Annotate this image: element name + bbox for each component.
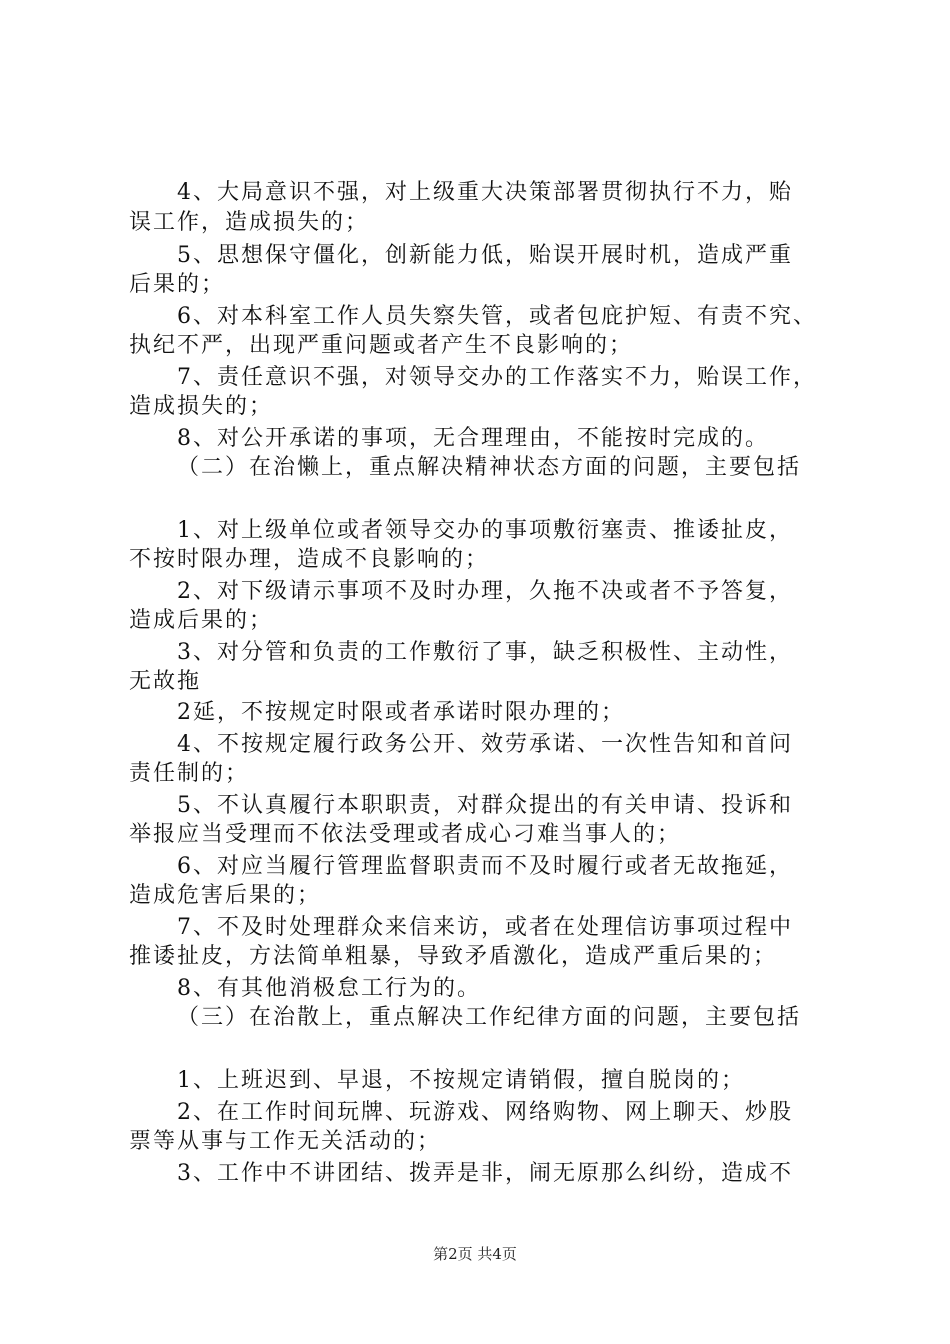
text-line: 4、不按规定履行政务公开、效劳承诺、一次性告知和首问 — [177, 732, 793, 757]
text-line: 造成危害后果的； — [129, 883, 322, 908]
text-line: 3、对分管和负责的工作敷衍了事，缺乏积极性、主动性， — [177, 640, 793, 665]
text-line: 误工作，造成损失的； — [129, 210, 370, 235]
text-line: 造成损失的； — [129, 394, 274, 419]
text-line: 2、对下级请示事项不及时办理，久拖不决或者不予答复， — [177, 579, 793, 604]
text-line: 8、对公开承诺的事项，无合理理由，不能按时完成的。 — [177, 426, 769, 451]
text-line: 5、不认真履行本职职责，对群众提出的有关申请、投诉和 — [177, 793, 793, 818]
text-line: 推诿扯皮，方法简单粗暴，导致矛盾激化，造成严重后果的； — [129, 944, 778, 969]
text-line: 6、对应当履行管理监督职责而不及时履行或者无故拖延， — [177, 854, 793, 879]
text-line: 7、责任意识不强，对领导交办的工作落实不力，贻误工作， — [177, 365, 817, 390]
text-line: 8、有其他消极怠工行为的。 — [177, 976, 481, 1001]
section-heading: （二）在治懒上，重点解决精神状态方面的问题，主要包括 — [177, 455, 802, 480]
text-line: 1、对上级单位或者领导交办的事项敷衍塞责、推诿扯皮， — [177, 518, 793, 543]
text-line: 7、不及时处理群众来信来访，或者在处理信访事项过程中 — [177, 915, 793, 940]
text-line: 执纪不严，出现严重问题或者产生不良影响的； — [129, 333, 634, 358]
text-line: 无故拖 — [129, 669, 202, 694]
text-line: 造成后果的； — [129, 608, 274, 633]
text-line: 举报应当受理而不依法受理或者成心刁难当事人的； — [129, 822, 682, 847]
text-line: 6、对本科室工作人员失察失管，或者包庇护短、有责不究、 — [177, 304, 817, 329]
page-number: 第2页 共4页 — [433, 1245, 517, 1263]
section-heading: （三）在治散上，重点解决工作纪律方面的问题，主要包括 — [177, 1005, 802, 1030]
text-line: 2延，不按规定时限或者承诺时限办理的； — [177, 700, 625, 725]
text-line: 4、大局意识不强，对上级重大决策部署贯彻执行不力，贻 — [177, 180, 793, 205]
text-line: 2、在工作时间玩牌、玩游戏、网络购物、网上聊天、炒股 — [177, 1100, 793, 1125]
text-line: 3、工作中不讲团结、拨弄是非，闹无原那么纠纷，造成不 — [177, 1161, 793, 1186]
text-line: 5、思想保守僵化，创新能力低，贻误开展时机，造成严重 — [177, 243, 793, 268]
text-line: 不按时限办理，造成不良影响的； — [129, 547, 490, 572]
text-line: 后果的； — [129, 272, 226, 297]
text-line: 责任制的； — [129, 761, 250, 786]
text-line: 1、上班迟到、早退，不按规定请销假，擅自脱岗的； — [177, 1068, 745, 1093]
text-line: 票等从事与工作无关活动的； — [129, 1129, 442, 1154]
